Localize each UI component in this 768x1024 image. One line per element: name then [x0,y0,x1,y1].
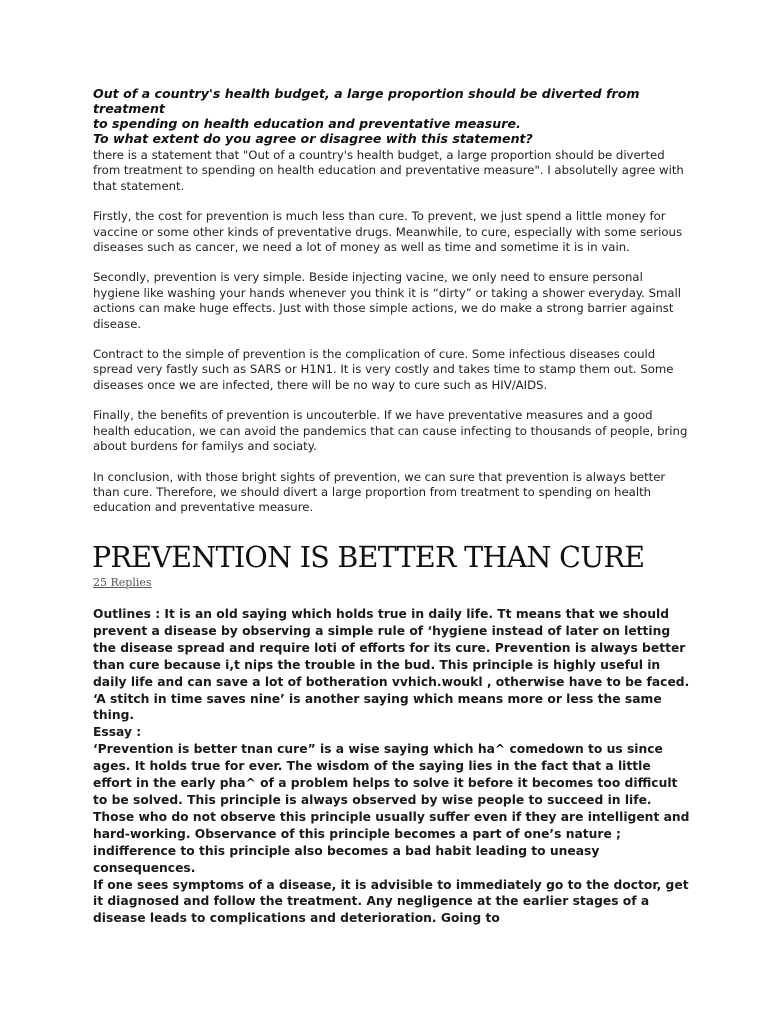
question-line-1: Out of a country's health budget, a large proportion should be diverted from treatment [93,86,640,116]
essay-label: Essay : [93,725,142,740]
question-line-2: to spending on health education and preventative measure. [93,116,521,131]
article-title: PREVENTION IS BETTER THAN CURE [92,541,645,574]
essay-paragraph: ‘Prevention is better tnan cure” is a wise saying which ha^ comedown to us since ages. It holds true for ever. The wisdom of the saying lies in the fact that a little effort in the early pha^ of a problem helps to solve it before it becomes too difficult to be solved. This principle is always observed by wise people to succeed in life. Those who do not observe this principle usually suffer even if they are intelligent and hard-working. Observance of this principle becomes a part of one’s nature ; indifference to this principle also becomes a bad habit leading to uneasy consequences. [93,742,690,875]
question-line-3: To what extent do you agree or disagree with this statement? [93,131,533,146]
essay-paragraph: In conclusion, with those bright sights of prevention, we can sure that prevention is always better than cure. Therefore, we should divert a large proportion from treatment to spending on health education and preventative measure. [93,469,666,515]
essay-paragraph: If one sees symptoms of a disease, it is advisible to immediately go to the doctor, get it diagnosed and follow the treatment. Any negligence at the earlier stages of a disease leads to complications and deterioration. Going to [93,877,689,926]
second-essay [93,606,693,927]
essay-paragraph: there is a statement that "Out of a country's health budget, a large proportion should be diverted from treatment to spending on health education and preventative measure". I absolutelly agree with that statement. [93,148,684,193]
outlines-paragraph: Outlines : It is an old saying which holds true in daily life. Tt means that we should prevent a disease by observing a simple rule of ‘hygiene instead of later on letting the disease spread and require loti of efforts for its cure. Prevention is always better than cure because i,t nips the trouble in the bud. This principle is highly useful in daily life and can save a lot of botheration vvhich.woukl , otherwise have to be faced. ‘A stitch in time saves nine’ is another saying which means more or less the same thing. [93,607,690,723]
first-essay [93,148,693,531]
essay-paragraph: Contract to the simple of prevention is the complication of cure. Some infectious diseases could spread very fastly such as SARS or H1N1. It is very costly and takes time to stamp them out. Some diseases once we are infected, there will be no way to cure such as HIV/AIDS. [93,347,674,392]
essay-paragraph: Firstly, the cost for prevention is much less than cure. To prevent, we just spend a little money for vaccine or some other kinds of preventative drugs. Meanwhile, to cure, especially with some serious diseases such as cancer, we need a lot of money as well as time and sometime it is in vain. [93,209,683,255]
essay-paragraph: Secondly, prevention is very simple. Beside injecting vacine, we only need to ensure personal hygiene like washing your hands whenever you think it is “dirty” or taking a shower everyday. Small actions can make huge effects. Just with those simple actions, we do make a strong barrier against disease. [93,270,682,331]
replies-link[interactable]: 25 Replies [93,576,152,589]
essay-question [93,86,693,146]
essay-paragraph: Finally, the benefits of prevention is uncouterble. If we have preventative measures and a good health education, we can avoid the pandemics that can cause infecting to thousands of people, bring about burdens for familys and sociaty. [93,408,688,454]
